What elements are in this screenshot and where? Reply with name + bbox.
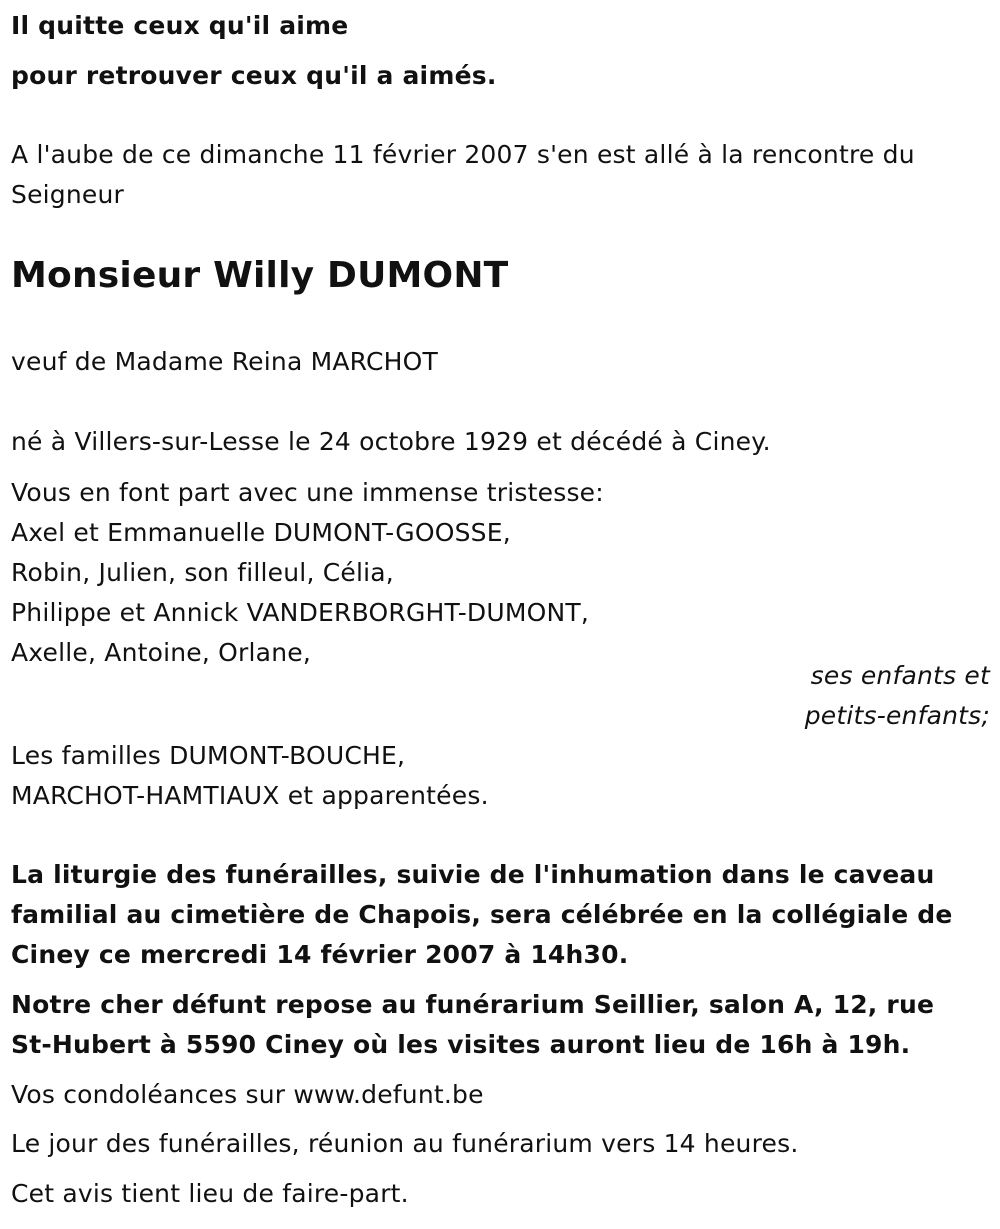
other-families-line-1: Les familles DUMONT-BOUCHE, — [11, 741, 406, 770]
epigraph-line-1: Il quitte ceux qu'il aime — [11, 11, 349, 40]
funeral-home-line-1: Notre cher défunt repose au funérarium Seillier, salon A, 12, rue — [11, 990, 935, 1019]
epigraph-line-2: pour retrouver ceux qu'il a aimés. — [11, 61, 497, 90]
family-role-line-1: ses enfants et — [810, 661, 990, 690]
intro-line-1: A l'aube de ce dimanche 11 février 2007 s'en est allé à la rencontre du — [11, 140, 915, 169]
other-families-line-2: MARCHOT-HAMTIAUX et apparentées. — [11, 781, 489, 810]
family-line-1: Axel et Emmanuelle DUMONT-GOOSSE, — [11, 518, 511, 547]
intro-line-2: Seigneur — [11, 180, 125, 209]
deceased-name: Monsieur Willy DUMONT — [11, 255, 509, 296]
meeting-info: Le jour des funérailles, réunion au funérarium vers 14 heures. — [11, 1129, 799, 1158]
family-line-2: Robin, Julien, son filleul, Célia, — [11, 558, 394, 587]
liturgy-line-3: Ciney ce mercredi 14 février 2007 à 14h30. — [11, 940, 629, 969]
notice-footer: Cet avis tient lieu de faire-part. — [11, 1179, 409, 1208]
condolences: Vos condoléances sur www.defunt.be — [11, 1080, 484, 1109]
widower-of: veuf de Madame Reina MARCHOT — [11, 347, 439, 376]
family-line-4: Axelle, Antoine, Orlane, — [11, 638, 311, 667]
family-role-line-2: petits-enfants; — [804, 701, 990, 730]
liturgy-line-1: La liturgie des funérailles, suivie de l'inhumation dans le caveau — [11, 860, 935, 889]
liturgy-line-2: familial au cimetière de Chapois, sera célébrée en la collégiale de — [11, 900, 953, 929]
family-line-3: Philippe et Annick VANDERBORGHT-DUMONT, — [11, 598, 590, 627]
announcement: Vous en font part avec une immense tristesse: — [11, 478, 604, 507]
birth-death: né à Villers-sur-Lesse le 24 octobre 1929 et décédé à Ciney. — [11, 427, 771, 456]
funeral-home-line-2: St-Hubert à 5590 Ciney où les visites auront lieu de 16h à 19h. — [11, 1030, 911, 1059]
